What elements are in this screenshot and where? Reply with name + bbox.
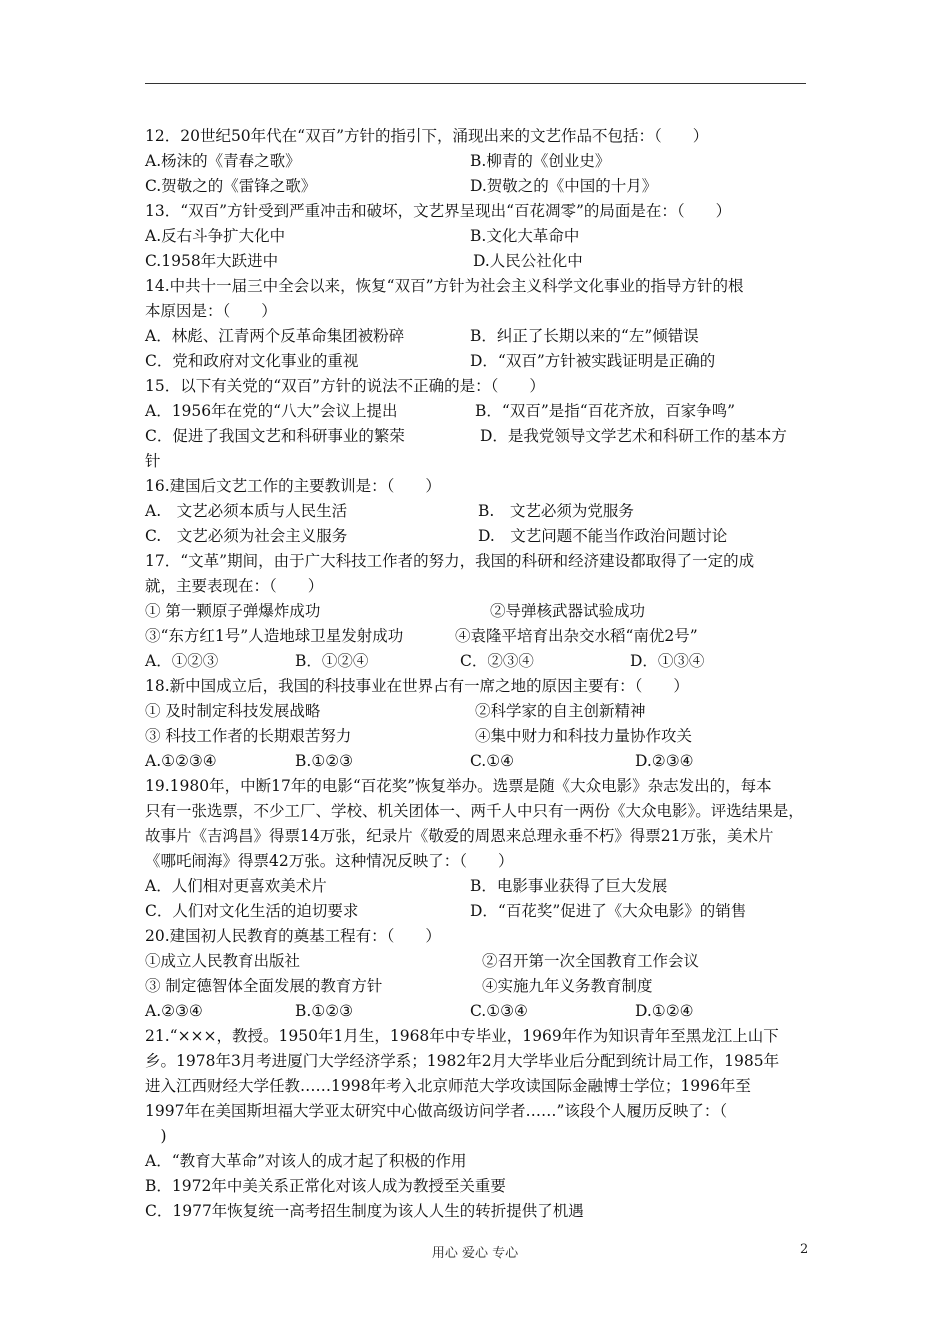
- question-21-stem-3: 进入江西财经大学任教……1998年考入北京师范大学攻读国际金融博士学位；1996年至: [145, 1077, 751, 1095]
- question-18-items-row-1: [145, 699, 810, 724]
- question-21-option-a: A．“教育大革命”对该人的成才起了积极的作用: [145, 1152, 467, 1170]
- item-3: ③ 制定德智体全面发展的教育方针: [145, 977, 383, 995]
- footer-slogan: 用心 爱心 专心: [431, 1246, 519, 1261]
- question-14-stem-cont: 本原因是：（ ）: [145, 302, 277, 320]
- question-19-options-row-2: [145, 899, 810, 924]
- item-2: ②召开第一次全国教育工作会议: [482, 952, 700, 970]
- item-1: ①成立人民教育出版社: [145, 952, 301, 970]
- question-16-stem: 16.建国后文艺工作的主要教训是：（ ）: [145, 477, 441, 495]
- option-c: C．促进了我国文艺和科研事业的繁荣: [145, 427, 405, 445]
- question-17-options: [145, 649, 810, 674]
- option-a: A.杨沫的《青春之歌》: [145, 152, 301, 170]
- option-a: A.反右斗争扩大化中: [145, 227, 286, 245]
- option-b: B.①②③: [295, 752, 354, 770]
- question-12-options-row-1: [145, 149, 810, 174]
- question-21-stem-1: 21.“×××，教授。1950年1月生，1968年中专毕业，1969年作为知识青年至黑龙江上山下: [145, 1027, 779, 1045]
- option-b: B．电影事业获得了巨大发展: [470, 877, 668, 895]
- item-4: ④实施九年义务教育制度: [482, 977, 653, 995]
- option-c: C. 文艺必须为社会主义服务: [145, 527, 348, 545]
- option-a: A．人们相对更喜欢美术片: [145, 877, 327, 895]
- question-13-options-row-2: [145, 249, 810, 274]
- question-list: [145, 124, 810, 1224]
- option-d: D．“百花奖”促进了《大众电影》的销售: [470, 902, 747, 920]
- question-19-stem-2: 只有一张选票，不少工厂、学校、机关团体一、两千人中只有一两份《大众电影》。评选结果是，: [145, 802, 804, 820]
- option-b: B．“双百”是指“百花齐放，百家争鸣”: [475, 402, 736, 420]
- question-14-stem: 14.中共十一届三中全会以来，恢复“双百”方针为社会主义科学文化事业的指导方针的根: [145, 277, 744, 295]
- question-17-stem: 17．“文革”期间，由于广大科技工作者的努力，我国的科研和经济建设都取得了一定的成: [145, 552, 755, 570]
- option-a: A.①②③④: [145, 752, 217, 770]
- header-rule: [145, 83, 806, 84]
- question-15-options-row-2: [145, 424, 810, 449]
- question-12-stem: 12．20世纪50年代在“双百”方针的指引下，涌现出来的文艺作品不包括：（ ）: [145, 127, 709, 145]
- question-20-items-row-2: [145, 974, 810, 999]
- question-19-stem-4: 《哪吒闹海》得票42万张。这种情况反映了：（ ）: [145, 852, 514, 870]
- option-d: D. 文艺问题不能当作政治问题讨论: [478, 527, 728, 545]
- question-19-stem-3: 故事片《吉鸿昌》得票14万张，纪录片《敬爱的周恩来总理永垂不朽》得票21万张，美术片: [145, 827, 774, 845]
- question-18-items-row-2: [145, 724, 810, 749]
- question-21-stem-2: 乡。1978年3月考进厦门大学经济学系；1982年2月大学毕业后分配到统计局工作，1985年: [145, 1052, 780, 1070]
- item-4: ④袁隆平培育出杂交水稻“南优2号”: [455, 627, 698, 645]
- question-19-options-row-1: [145, 874, 810, 899]
- question-17-items-row-2: [145, 624, 810, 649]
- option-d: D．是我党领导文学艺术和科研工作的基本方: [480, 427, 787, 445]
- item-1: ① 第一颗原子弹爆炸成功: [145, 602, 321, 620]
- option-d: D.①②④: [635, 1002, 694, 1020]
- question-17-items-row-1: [145, 599, 810, 624]
- option-a: A．林彪、江青两个反革命集团被粉碎: [145, 327, 405, 345]
- option-c: C.贺敬之的《雷锋之歌》: [145, 177, 317, 195]
- item-1: ① 及时制定科技发展战略: [145, 702, 321, 720]
- option-c: C．人们对文化生活的迫切要求: [145, 902, 359, 920]
- option-c: C．②③④: [460, 652, 534, 670]
- option-c: C.①③④: [470, 1002, 528, 1020]
- question-15-options-row-1: [145, 399, 810, 424]
- question-14-options-row-1: [145, 324, 810, 349]
- question-13-stem: 13．“双百”方针受到严重冲击和破坏，文艺界呈现出“百花凋零”的局面是在：（ ）: [145, 202, 732, 220]
- option-b: B. 文艺必须为党服务: [478, 502, 634, 520]
- question-21-option-b: B．1972年中美关系正常化对该人成为教授至关重要: [145, 1177, 506, 1195]
- option-a: A. 文艺必须本质与人民生活: [145, 502, 348, 520]
- question-18-options: [145, 749, 810, 774]
- question-19-stem-1: 19.1980年，中断17年的电影“百花奖”恢复举办。选票是随《大众电影》杂志发出的，每本: [145, 777, 772, 795]
- option-a: A．1956年在党的“八大”会议上提出: [145, 402, 398, 420]
- option-d: D．①③④: [630, 652, 705, 670]
- option-c: C.1958年大跃进中: [145, 252, 279, 270]
- question-15-stem: 15．以下有关党的“双百”方针的说法不正确的是：（ ）: [145, 377, 545, 395]
- question-16-options-row-1: [145, 499, 810, 524]
- option-c: C.①④: [470, 752, 515, 770]
- question-21-stem-4: 1997年在美国斯坦福大学亚太研究中心做高级访问学者……”该段个人履历反映了：（: [145, 1102, 728, 1120]
- option-d: D.②③④: [635, 752, 694, 770]
- option-d: D.贺敬之的《中国的十月》: [470, 177, 658, 195]
- item-3: ③ 科技工作者的长期艰苦努力: [145, 727, 352, 745]
- option-b: B．①②④: [295, 652, 369, 670]
- question-12-options-row-2: [145, 174, 810, 199]
- question-20-stem: 20.建国初人民教育的奠基工程有：（ ）: [145, 927, 441, 945]
- question-14-options-row-2: [145, 349, 810, 374]
- option-b: B．纠正了长期以来的“左”倾错误: [470, 327, 699, 345]
- question-21-stem-5: ): [145, 1127, 167, 1145]
- option-d: D．“双百”方针被实践证明是正确的: [470, 352, 716, 370]
- question-21-option-c: C．1977年恢复统一高考招生制度为该人人生的转折提供了机遇: [145, 1202, 584, 1220]
- option-b: B.柳青的《创业史》: [470, 152, 611, 170]
- question-13-options-row-1: [145, 224, 810, 249]
- option-d: D.人民公社化中: [473, 252, 583, 270]
- item-2: ②导弹核武器试验成功: [490, 602, 646, 620]
- option-a: A．①②③: [145, 652, 219, 670]
- item-4: ④集中财力和科技力量协作攻关: [475, 727, 693, 745]
- option-b: B.文化大革命中: [470, 227, 580, 245]
- question-16-options-row-2: [145, 524, 810, 549]
- question-20-items-row-1: [145, 949, 810, 974]
- question-18-stem: 18.新中国成立后，我国的科技事业在世界占有一席之地的原因主要有：（ ）: [145, 677, 689, 695]
- question-17-stem-cont: 就，主要表现在：（ ）: [145, 577, 324, 595]
- item-2: ②科学家的自主创新精神: [475, 702, 646, 720]
- option-a: A.②③④: [145, 1002, 203, 1020]
- item-3: ③“东方红1号”人造地球卫星发射成功: [145, 627, 404, 645]
- option-c: C．党和政府对文化事业的重视: [145, 352, 359, 370]
- question-15-option-d-wrap: 针: [145, 452, 161, 470]
- page-number: 2: [800, 1242, 809, 1257]
- question-20-options: [145, 999, 810, 1024]
- option-b: B.①②③: [295, 1002, 354, 1020]
